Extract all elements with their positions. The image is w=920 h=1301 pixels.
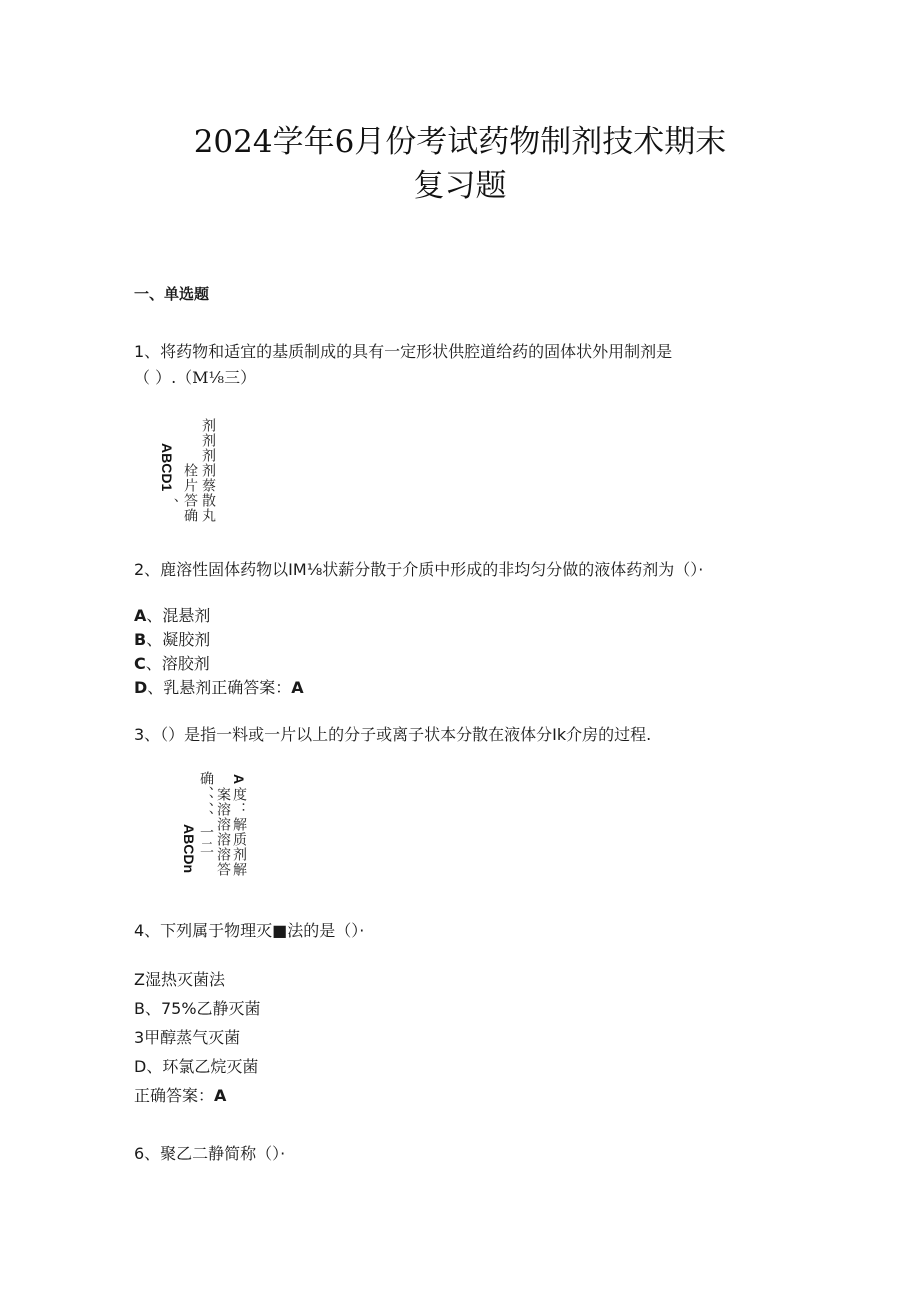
document-title-line-1: 2024学年6月份考试药物制剂技术期末: [193, 124, 727, 160]
question-3-option-column-c: 度：解质剂解: [231, 787, 247, 877]
question-4-option-c: 3甲醇蒸气灭菌: [134, 1028, 241, 1047]
question-1-option-separator: 、: [163, 498, 179, 513]
question-3-option-column-b: 案溶溶溶溶答: [215, 787, 231, 877]
question-2-option-a: A、混悬剂: [134, 606, 211, 625]
question-2-stem: 2、鹿溶性固体药物以IM⅛状薪分散于介质中形成的非均匀分做的液体药剂为（）·: [134, 560, 704, 579]
question-1-option-column-a: 栓片答确: [182, 463, 198, 523]
question-1-stem: 1、将药物和适宜的基质制成的具有一定形状供腔道给药的固体状外用制剂是: [134, 342, 673, 361]
question-3-option-column-a: 确、、、、一二: [198, 771, 214, 855]
question-3-option-letters: ABCDn: [181, 824, 197, 873]
question-1-stem-cont: （ ）.（M⅛三）: [134, 368, 257, 387]
question-4-answer-line: 正确答案：A: [134, 1086, 227, 1105]
question-2-option-c: C、溶胶剂: [134, 654, 210, 673]
question-3-option-column-c-head: A: [231, 774, 247, 785]
question-1-option-letters: ABCD1: [159, 443, 175, 492]
question-4-stem: 4、下列属于物理灭■法的是（）·: [134, 921, 365, 940]
question-4-answer: A: [214, 1086, 227, 1105]
question-1-option-column-b: 剂剂剂剂蔡散丸: [200, 418, 216, 523]
question-2-answer: A: [291, 678, 304, 697]
question-6-stem: 6、聚乙二静简称（）·: [134, 1144, 286, 1163]
question-4-option-d: D、环氯乙烷灭菌: [134, 1057, 259, 1076]
question-4-option-b: B、75%乙静灭菌: [134, 999, 261, 1018]
question-2-option-b: B、凝胶剂: [134, 630, 211, 649]
question-2-option-d: D、乳悬剂正确答案：A: [134, 678, 304, 697]
section-heading: 一、单选题: [134, 285, 210, 303]
document-title-line-2: 复习题: [413, 168, 507, 204]
question-4-option-a: Z湿热灭菌法: [134, 970, 225, 989]
question-3-stem: 3、（）是指一料或一片以上的分子或离子状本分散在液体分Ik介房的过程.: [134, 725, 652, 744]
